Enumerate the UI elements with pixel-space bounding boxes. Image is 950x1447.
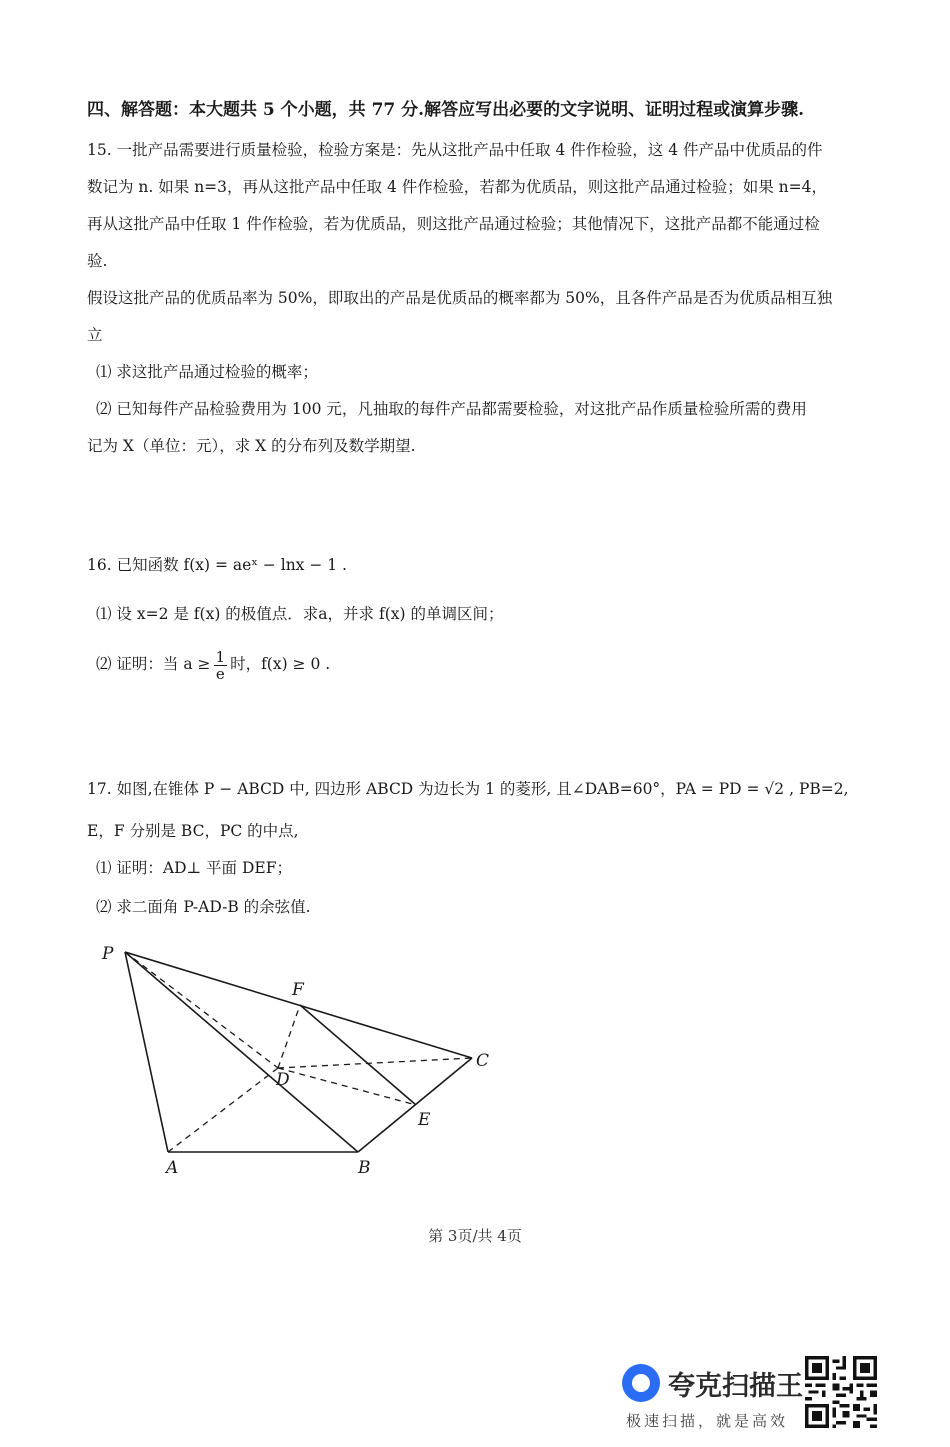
- qr-code-icon: [805, 1356, 877, 1428]
- q15-line-5: 假设这批产品的优质品率为 50%，即取出的产品是优质品的概率都为 50%，且各件产品是否为优质品相互独: [87, 289, 833, 307]
- section-heading: 四、解答题：本大题共 5 个小题，共 77 分.解答应写出必要的文字说明、证明过程或演算步骤.: [87, 100, 804, 120]
- watermark-name: 夸克扫描王: [668, 1371, 803, 1402]
- q16-part-2: [96, 644, 330, 684]
- edge-DF: [278, 1005, 300, 1068]
- q15-line-2: 数记为 n. 如果 n=3，再从这批产品中任取 4 件作检验，若都为优质品，则这批产品通过检验；如果 n=4，: [87, 178, 827, 196]
- label-E: E: [418, 1110, 431, 1130]
- q15-line-1: 15. 一批产品需要进行质量检验，检验方案是：先从这批产品中任取 4 件作检验，这 4 件产品中优质品的件: [87, 141, 823, 159]
- q16-part-2-suffix: 时，f(x) ≥ 0 .: [230, 655, 331, 673]
- edge-DC: [278, 1058, 472, 1068]
- label-A: A: [166, 1158, 179, 1178]
- label-P: P: [102, 944, 114, 964]
- label-F: F: [292, 980, 304, 1000]
- label-B: B: [358, 1158, 371, 1178]
- scanner-logo-icon: [622, 1364, 660, 1402]
- fraction: [214, 649, 228, 682]
- edge-PA: [125, 952, 168, 1152]
- q16-part-2-prefix: ⑵ 证明：当 a ≥: [96, 655, 211, 673]
- q17-stem-line-1: 17. 如图,在锥体 P − ABCD 中, 四边形 ABCD 为边长为 1 的菱形, 且∠DAB=60°，PA = PD = √2 , PB=2,: [87, 780, 849, 798]
- q15-line-6: 立: [87, 326, 103, 344]
- q15-part-2-line-1: ⑵ 已知每件产品检验费用为 100 元，凡抽取的每件产品都需要检验，对这批产品作质量检验所需的费用: [96, 400, 807, 418]
- label-C: C: [476, 1051, 490, 1071]
- q17-stem-line-2: E，F 分别是 BC，PC 的中点,: [87, 822, 299, 840]
- q15-line-4: 验.: [87, 252, 108, 270]
- q17-part-2: ⑵ 求二面角 P-AD-B 的余弦值.: [96, 898, 311, 916]
- q16-part-1: ⑴ 设 x=2 是 f(x) 的极值点．求a，并求 f(x) 的单调区间；: [96, 605, 504, 623]
- fraction-numerator: 1: [215, 647, 226, 666]
- edge-PB: [125, 952, 358, 1152]
- q17-part-1: ⑴ 证明：AD⊥ 平面 DEF；: [96, 859, 292, 877]
- q16-stem: 16. 已知函数 f(x) = aeˣ − lnx − 1 .: [87, 556, 347, 574]
- q15-line-3: 再从这批产品中任取 1 件作检验，若为优质品，则这批产品通过检验；其他情况下，这批产品都不能通过检: [87, 215, 820, 233]
- q15-part-1: ⑴ 求这批产品通过检验的概率；: [96, 363, 318, 381]
- label-D: D: [276, 1070, 290, 1090]
- edge-PC: [125, 952, 472, 1058]
- q15-part-2-line-2: 记为 X（单位：元），求 X 的分布列及数学期望.: [87, 437, 416, 455]
- page-footer: 第 3页/共 4页: [428, 1227, 522, 1245]
- fraction-denominator: e: [215, 664, 225, 683]
- edge-AD: [168, 1068, 278, 1152]
- watermark-slogan: 极速扫描，就是高效: [626, 1412, 789, 1430]
- edge-PD: [125, 952, 278, 1068]
- pyramid-figure: [90, 935, 510, 1180]
